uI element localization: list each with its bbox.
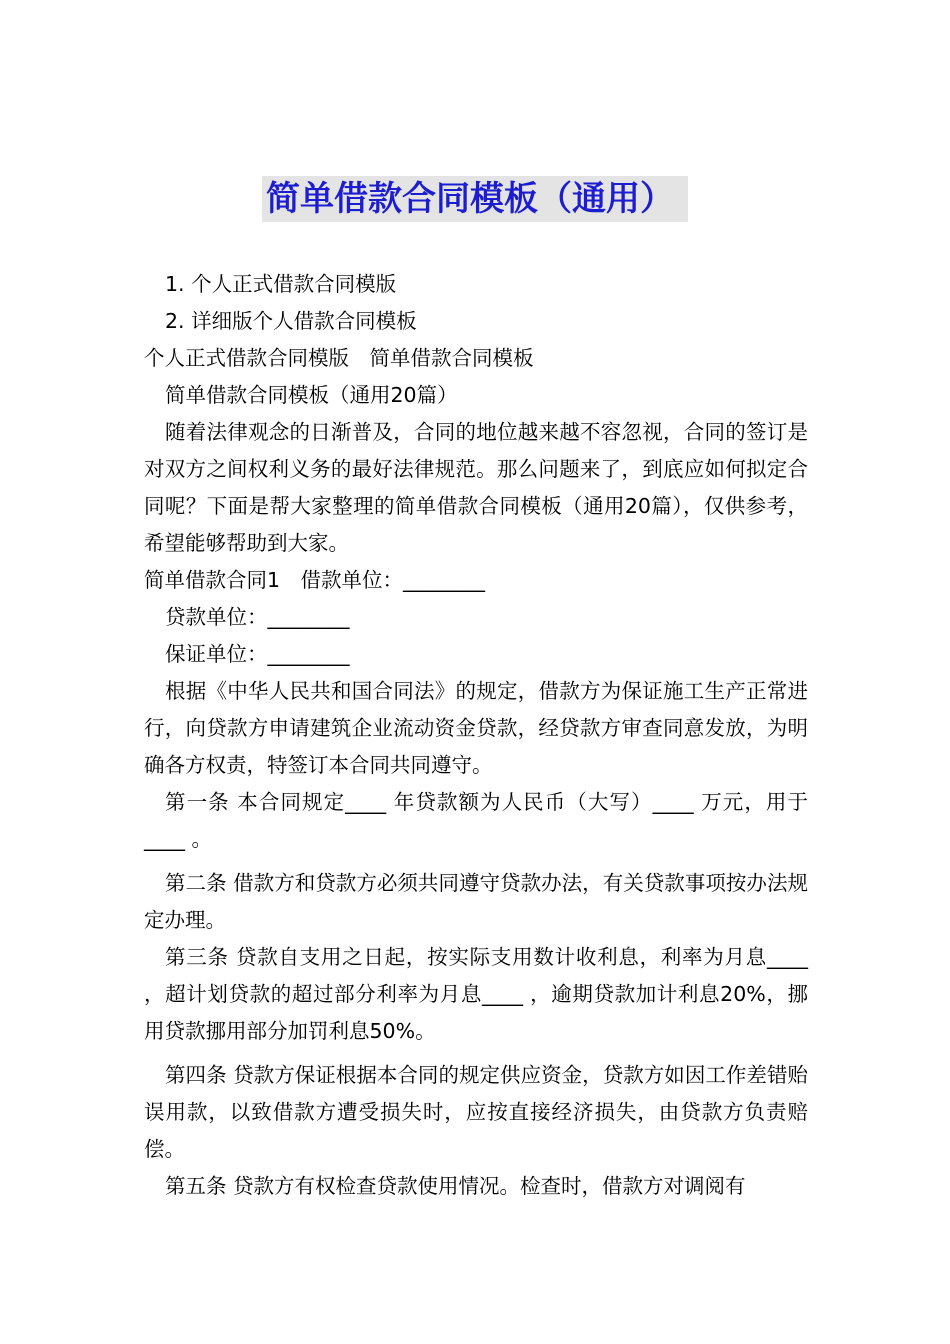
- guarantor-unit: 保证单位：________: [165, 642, 350, 666]
- document-body: [144, 266, 808, 1205]
- lender-unit: 贷款单位：________: [165, 605, 350, 629]
- article-1: 第一条 本合同规定____ 年贷款额为人民币（大写）____ 万元，用于____ 。: [144, 790, 808, 851]
- article-2: 第二条 借款方和贷款方必须共同遵守贷款办法，有关贷款事项按办法规定办理。: [144, 871, 808, 932]
- article-5: 第五条 贷款方有权检查贷款使用情况。检查时，借款方对调阅有: [165, 1174, 746, 1198]
- preamble-paragraph: 根据《中华人民共和国合同法》的规定，借款方为保证施工生产正常进行，向贷款方申请建筑企业流动资金贷款，经贷款方审查同意发放，为明确各方权责，特签订本合同共同遵守。: [144, 679, 808, 777]
- toc-item-2[interactable]: 2. 详细版个人借款合同模板: [165, 309, 417, 333]
- article-4: 第四条 贷款方保证根据本合同的规定供应资金，贷款方如因工作差错贻误用款，以致借款方遭受损失时，应按直接经济损失，由贷款方负责赔偿。: [144, 1063, 808, 1161]
- article-3: 第三条 贷款自支用之日起，按实际支用数计收利息，利率为月息____ ，超计划贷款的超过部分利率为月息____ ，逾期贷款加计利息20%，挪用贷款挪用部分加罚利息50%。: [144, 945, 808, 1043]
- breadcrumb: 个人正式借款合同模版 简单借款合同模板: [144, 346, 534, 370]
- intro-paragraph: 随着法律观念的日渐普及，合同的地位越来越不容忽视，合同的签订是对双方之间权利义务的最好法律规范。那么问题来了，到底应如何拟定合同呢？下面是帮大家整理的简单借款合同模板（通用20篇），仅供参考，希望能够帮助到大家。: [144, 420, 808, 555]
- contract-header: 简单借款合同1 借款单位：________: [144, 568, 486, 592]
- document-title: 简单借款合同模板（通用）: [262, 176, 688, 222]
- subtitle: 简单借款合同模板（通用20篇）: [165, 383, 458, 407]
- toc-item-1[interactable]: 1. 个人正式借款合同模版: [165, 272, 397, 296]
- title-block: [0, 176, 950, 222]
